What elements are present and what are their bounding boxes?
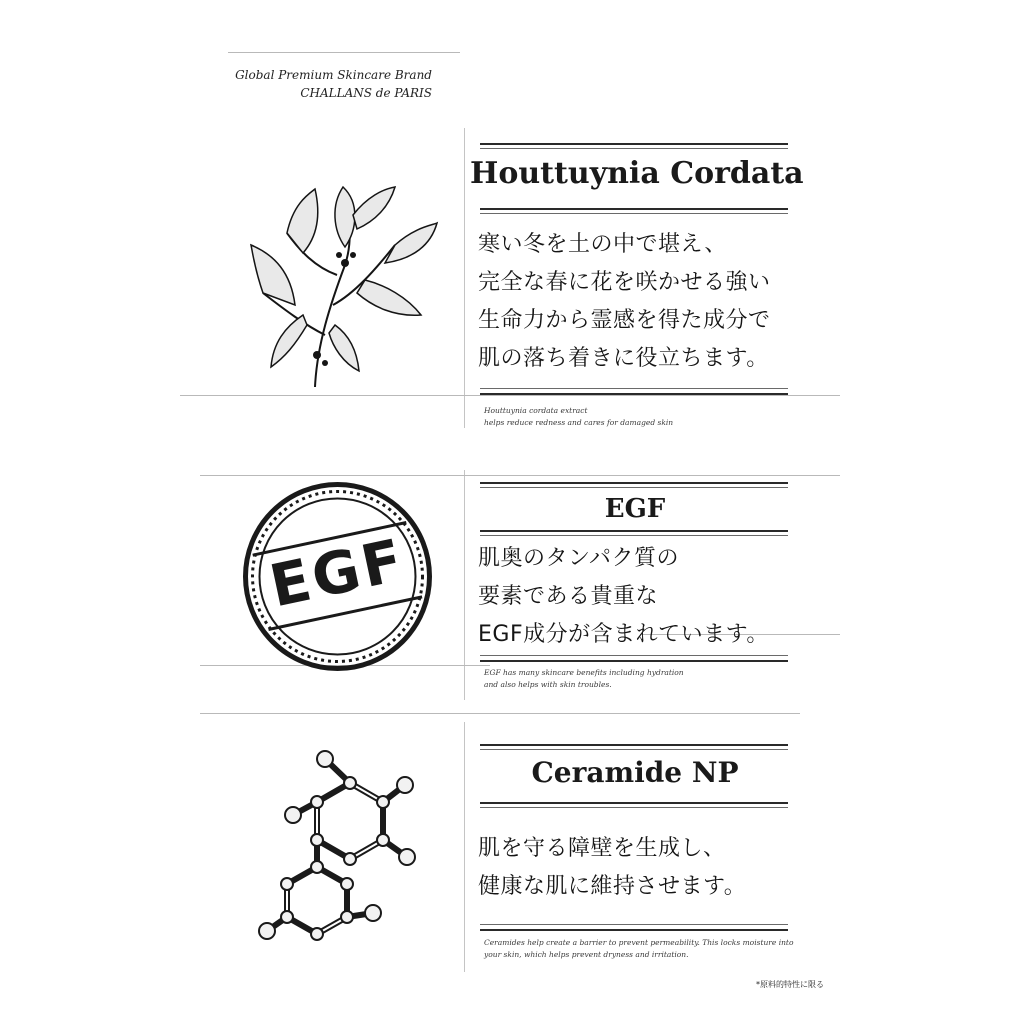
description-en: [484, 405, 673, 429]
section-title-rule: [480, 213, 788, 214]
description-line: 肌奥のタンパク質の: [478, 546, 679, 571]
description-line: 完全な春に花を咲かせる強い: [478, 270, 771, 295]
section-title-rule: [480, 530, 788, 532]
houttuynia-plant-icon: [245, 175, 440, 390]
description-line: 生命力から霊感を得た成分で: [478, 308, 771, 333]
frame-rule: [180, 395, 840, 396]
egf-stamp-label: EGF: [263, 525, 412, 621]
section-bottom-rule: [480, 655, 788, 656]
molecule-structure-icon: [255, 745, 430, 945]
description-en-line: helps reduce redness and cares for damaged skin: [484, 418, 674, 427]
section-title-rule: [480, 535, 788, 536]
section-title: EGF: [604, 494, 666, 524]
section-bottom-rule: [480, 924, 788, 925]
frame-rule: [228, 52, 460, 53]
description-en-line: Houttuynia cordata extract: [484, 406, 588, 415]
section-bottom-rule: [480, 393, 788, 395]
section-bottom-rule: [480, 660, 788, 662]
description-jp: [478, 540, 769, 654]
section-bottom-rule: [480, 388, 788, 389]
description-en-line: and also helps with skin troubles.: [484, 680, 612, 689]
description-en-line: EGF has many skincare benefits including hydration: [484, 668, 684, 677]
description-en-line: Ceramides help create a barrier to prevent permeability. This locks moisture into: [484, 938, 794, 947]
section-bottom-rule: [480, 929, 788, 931]
brand-tagline: Global Premium Skincare Brand: [235, 68, 432, 82]
footnote: *原料的特性に限る: [756, 980, 824, 989]
section-top-rule: [480, 143, 788, 145]
brand-block: [200, 66, 432, 102]
frame-divider: [464, 128, 465, 428]
section-title: Ceramide NP: [531, 756, 739, 789]
section-top-rule: [480, 482, 788, 484]
description-line: 健康な肌に維持させます。: [478, 874, 747, 899]
frame-rule: [200, 475, 840, 476]
description-line: 肌の落ち着きに役立ちます。: [478, 346, 769, 371]
section-title: Houttuynia Cordata: [470, 156, 804, 191]
brand-name: CHALLANS de PARIS: [300, 86, 432, 100]
description-jp: [478, 830, 746, 906]
frame-rule: [200, 713, 800, 714]
description-en: [484, 937, 793, 961]
section-title-rule: [480, 802, 788, 804]
description-jp: [478, 226, 771, 378]
section-top-rule: [480, 744, 788, 746]
frame-divider: [464, 722, 465, 972]
section-top-rule: [480, 487, 788, 488]
description-line: 寒い冬を土の中で堪え、: [478, 232, 727, 257]
egf-stamp-icon: [241, 480, 434, 673]
section-title-rule: [480, 807, 788, 808]
description-line: EGF成分が含まれています。: [478, 622, 769, 647]
section-title-rule: [480, 208, 788, 210]
description-en-line: your skin, which helps prevent dryness and irritation.: [484, 950, 689, 959]
description-en: [484, 667, 684, 691]
section-top-rule: [480, 749, 788, 750]
description-line: 要素である貴重な: [478, 584, 659, 609]
description-line: 肌を守る障壁を生成し、: [478, 836, 726, 861]
section-top-rule: [480, 148, 788, 149]
